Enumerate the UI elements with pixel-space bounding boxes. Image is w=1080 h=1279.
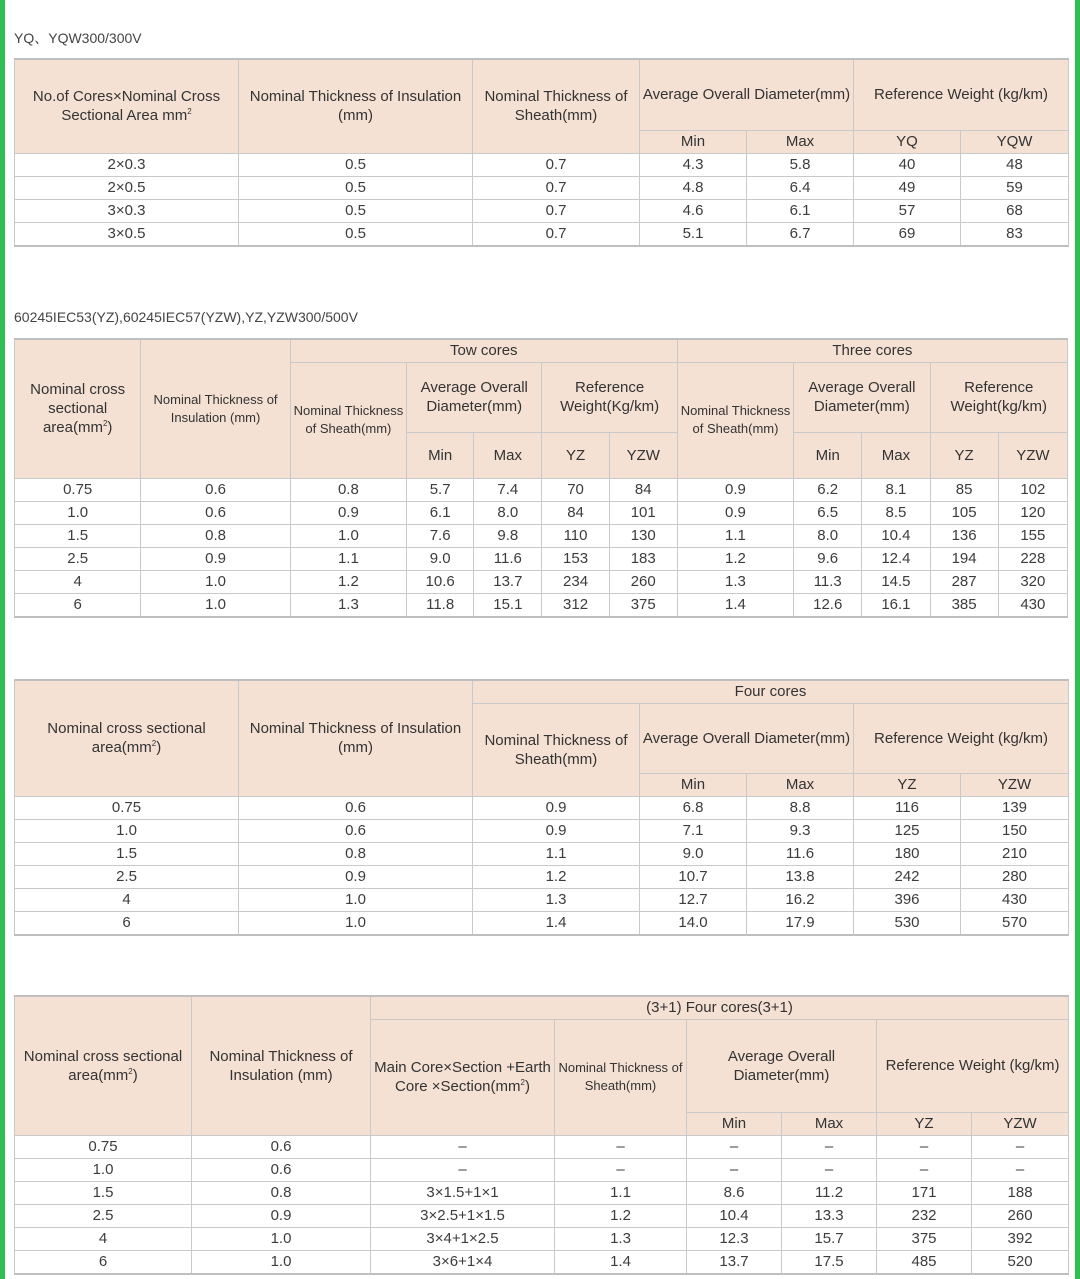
- t1-header-max: Max: [747, 130, 854, 153]
- table-cell: 13.8: [747, 865, 854, 888]
- table-cell: 12.6: [794, 593, 862, 617]
- table-row: [15, 222, 1069, 246]
- table-cell: 6.7: [747, 222, 854, 246]
- table-cell: 1.1: [473, 842, 640, 865]
- t1-header-yq: YQ: [854, 130, 961, 153]
- t4-header-yzw: YZW: [972, 1112, 1069, 1135]
- table-cell: 6.4: [747, 176, 854, 199]
- table-cell: 1.0: [290, 524, 406, 547]
- table-cell: 0.7: [473, 153, 640, 176]
- table4-three-plus-one-cores: [14, 995, 1069, 1275]
- table-cell: 11.2: [782, 1181, 877, 1204]
- table-cell: 8.0: [474, 501, 542, 524]
- t1-header-yqw: YQW: [961, 130, 1069, 153]
- table2-two-three-cores: [14, 338, 1068, 618]
- table-cell: –: [555, 1135, 687, 1158]
- table-cell: 14.5: [862, 570, 930, 593]
- table-cell: 392: [972, 1227, 1069, 1250]
- table-cell: 15.7: [782, 1227, 877, 1250]
- table-cell: 171: [877, 1181, 972, 1204]
- t2-header-area: Nominal cross sectional $area(mm^2)$: [15, 339, 141, 478]
- table-cell: 0.9: [473, 819, 640, 842]
- table-cell: 13.3: [782, 1204, 877, 1227]
- right-accent-border: [1075, 0, 1080, 1279]
- table-cell: 234: [542, 570, 609, 593]
- t1-header-cores: No.of Cores×Nominal Cross Sectional Area $mm^2$: [15, 59, 239, 153]
- table-row: [15, 570, 1068, 593]
- table-cell: 8.6: [687, 1181, 782, 1204]
- t3-header-insulation: Nominal Thickness of Insulation (mm): [239, 680, 473, 796]
- table-cell: 9.0: [640, 842, 747, 865]
- table-cell: 6.1: [747, 199, 854, 222]
- t4-header-sheath: Nominal Thickness of Sheath(mm): [555, 1019, 687, 1135]
- t2-header-yzw-two: YZW: [609, 432, 677, 478]
- table-cell: 9.0: [407, 547, 474, 570]
- t2-body: [15, 478, 1068, 617]
- table-cell: 125: [854, 819, 961, 842]
- table-cell: 1.2: [677, 547, 793, 570]
- table-cell: 4: [15, 570, 141, 593]
- table-cell: 2×0.5: [15, 176, 239, 199]
- t2-header-weight-two: Reference Weight(Kg/km): [542, 362, 677, 432]
- t2-header-insulation: Nominal Thickness of Insulation (mm): [141, 339, 290, 478]
- table-cell: 385: [930, 593, 998, 617]
- table-row: [15, 501, 1068, 524]
- table-cell: 10.4: [687, 1204, 782, 1227]
- table-cell: 8.8: [747, 796, 854, 819]
- t3-header-max: Max: [747, 773, 854, 796]
- table-cell: 180: [854, 842, 961, 865]
- table-cell: 396: [854, 888, 961, 911]
- table-cell: 1.4: [473, 911, 640, 935]
- table-cell: 6: [15, 911, 239, 935]
- table-cell: 0.6: [192, 1158, 371, 1181]
- table-cell: 4.6: [640, 199, 747, 222]
- table-row: [15, 888, 1069, 911]
- t4-body: [15, 1135, 1069, 1274]
- table-cell: 6: [15, 593, 141, 617]
- table-cell: 1.0: [239, 888, 473, 911]
- table-cell: 232: [877, 1204, 972, 1227]
- table-cell: 4: [15, 888, 239, 911]
- table-cell: 287: [930, 570, 998, 593]
- table-cell: 12.4: [862, 547, 930, 570]
- table-cell: 40: [854, 153, 961, 176]
- table-cell: 3×6+1×4: [371, 1250, 555, 1274]
- t2-header-max-three: Max: [862, 432, 930, 478]
- table-cell: 9.3: [747, 819, 854, 842]
- table-cell: 183: [609, 547, 677, 570]
- table-cell: 59: [961, 176, 1069, 199]
- table-cell: 0.5: [239, 222, 473, 246]
- table-cell: 0.9: [290, 501, 406, 524]
- table-row: [15, 911, 1069, 935]
- table-cell: 150: [961, 819, 1069, 842]
- t2-header-two-cores: Tow cores: [290, 339, 677, 362]
- table-cell: 485: [877, 1250, 972, 1274]
- t3-header-area: Nominal cross sectional $area(mm^2)$: [15, 680, 239, 796]
- table-cell: 11.3: [794, 570, 862, 593]
- t1-header-diameter: Average Overall Diameter(mm): [640, 59, 854, 130]
- table-cell: 83: [961, 222, 1069, 246]
- table-cell: 0.75: [15, 478, 141, 501]
- table-cell: 1.0: [192, 1227, 371, 1250]
- table-cell: 0.9: [677, 478, 793, 501]
- table-row: [15, 593, 1068, 617]
- table-cell: 0.9: [141, 547, 290, 570]
- table-cell: –: [782, 1135, 877, 1158]
- table-cell: 120: [998, 501, 1067, 524]
- table-row: [15, 199, 1069, 222]
- table-row: [15, 1250, 1069, 1274]
- table-cell: 1.1: [555, 1181, 687, 1204]
- t3-body: [15, 796, 1069, 935]
- table-cell: 7.6: [407, 524, 474, 547]
- table-cell: 6.8: [640, 796, 747, 819]
- t4-header-area: Nominal cross sectional $area(mm^2)$: [15, 996, 192, 1135]
- table-cell: 3×1.5+1×1: [371, 1181, 555, 1204]
- t4-header-main-core: Main Core×Section +Earth Core $\times Section(mm^2)$: [371, 1019, 555, 1135]
- table-cell: 11.6: [474, 547, 542, 570]
- t2-header-weight-three: Reference Weight(kg/km): [930, 362, 1067, 432]
- table-cell: 12.3: [687, 1227, 782, 1250]
- t2-header-yz-two: YZ: [542, 432, 609, 478]
- table-cell: 11.6: [747, 842, 854, 865]
- table-row: [15, 478, 1068, 501]
- table-cell: 2×0.3: [15, 153, 239, 176]
- table-cell: 0.7: [473, 176, 640, 199]
- table-cell: 12.7: [640, 888, 747, 911]
- t1-header-sheath: Nominal Thickness of Sheath(mm): [473, 59, 640, 153]
- table1-yq-yqw: [14, 58, 1069, 247]
- table-cell: 1.1: [290, 547, 406, 570]
- table-row: [15, 1135, 1069, 1158]
- table-cell: 9.8: [474, 524, 542, 547]
- table-cell: 242: [854, 865, 961, 888]
- table-cell: 8.1: [862, 478, 930, 501]
- table-cell: 9.6: [794, 547, 862, 570]
- table-cell: 1.3: [473, 888, 640, 911]
- table-cell: 101: [609, 501, 677, 524]
- table-cell: 0.8: [290, 478, 406, 501]
- table-cell: 4.8: [640, 176, 747, 199]
- table-cell: –: [687, 1135, 782, 1158]
- table-cell: 153: [542, 547, 609, 570]
- t1-header-insulation: Nominal Thickness of Insulation (mm): [239, 59, 473, 153]
- table-cell: 102: [998, 478, 1067, 501]
- table-cell: 5.1: [640, 222, 747, 246]
- table-cell: 320: [998, 570, 1067, 593]
- table-cell: 3×0.5: [15, 222, 239, 246]
- table-cell: 375: [609, 593, 677, 617]
- table-cell: 1.5: [15, 842, 239, 865]
- table3-four-cores: [14, 679, 1069, 936]
- table-cell: 0.5: [239, 199, 473, 222]
- t3-header-diameter: Average Overall Diameter(mm): [640, 703, 854, 773]
- table-cell: 68: [961, 199, 1069, 222]
- table-cell: 0.6: [141, 501, 290, 524]
- table-cell: 2.5: [15, 1204, 192, 1227]
- table-cell: 85: [930, 478, 998, 501]
- table1-title: YQ、YQW300/300V: [14, 30, 142, 46]
- table-cell: 4: [15, 1227, 192, 1250]
- table-cell: 5.8: [747, 153, 854, 176]
- table-cell: 139: [961, 796, 1069, 819]
- table-cell: 260: [972, 1204, 1069, 1227]
- table-cell: 16.2: [747, 888, 854, 911]
- table-cell: 84: [609, 478, 677, 501]
- table-cell: –: [782, 1158, 877, 1181]
- table-cell: 49: [854, 176, 961, 199]
- table-cell: 0.7: [473, 199, 640, 222]
- table-cell: 1.0: [15, 819, 239, 842]
- table-cell: –: [371, 1135, 555, 1158]
- table-cell: 6: [15, 1250, 192, 1274]
- table-cell: 228: [998, 547, 1067, 570]
- table-cell: 70: [542, 478, 609, 501]
- table-cell: 1.4: [677, 593, 793, 617]
- t3-header-sheath: Nominal Thickness of Sheath(mm): [473, 703, 640, 796]
- table-cell: 69: [854, 222, 961, 246]
- table-cell: 10.4: [862, 524, 930, 547]
- table-cell: 10.6: [407, 570, 474, 593]
- table-cell: 5.7: [407, 478, 474, 501]
- table-cell: 2.5: [15, 865, 239, 888]
- table-cell: 0.9: [192, 1204, 371, 1227]
- table-cell: 8.0: [794, 524, 862, 547]
- table-cell: 14.0: [640, 911, 747, 935]
- table-cell: 6.2: [794, 478, 862, 501]
- table-cell: 210: [961, 842, 1069, 865]
- t2-header-yzw-three: YZW: [998, 432, 1067, 478]
- table-cell: 1.3: [555, 1227, 687, 1250]
- table-row: [15, 1227, 1069, 1250]
- table-row: [15, 1181, 1069, 1204]
- table-cell: 130: [609, 524, 677, 547]
- table-cell: 1.0: [239, 911, 473, 935]
- t4-header-insulation: Nominal Thickness of Insulation (mm): [192, 996, 371, 1135]
- t2-header-max-two: Max: [474, 432, 542, 478]
- table-cell: 570: [961, 911, 1069, 935]
- t3-header-weight: Reference Weight (kg/km): [854, 703, 1069, 773]
- t4-header-diameter: Average Overall Diameter(mm): [687, 1019, 877, 1112]
- table-cell: 1.3: [677, 570, 793, 593]
- table-cell: 0.75: [15, 1135, 192, 1158]
- table-cell: 188: [972, 1181, 1069, 1204]
- table-cell: 280: [961, 865, 1069, 888]
- table-row: [15, 1204, 1069, 1227]
- table-cell: –: [371, 1158, 555, 1181]
- table-cell: 1.0: [141, 570, 290, 593]
- table-cell: 13.7: [687, 1250, 782, 1274]
- t4-header-weight: Reference Weight (kg/km): [877, 1019, 1069, 1112]
- table-cell: 136: [930, 524, 998, 547]
- table-cell: 1.5: [15, 524, 141, 547]
- t2-header-sheath-three: Nominal Thickness of Sheath(mm): [677, 362, 793, 478]
- t2-header-sheath-two: Nominal Thickness of Sheath(mm): [290, 362, 406, 478]
- table-cell: –: [877, 1158, 972, 1181]
- table-row: [15, 153, 1069, 176]
- table-cell: 1.2: [473, 865, 640, 888]
- table-row: [15, 176, 1069, 199]
- t4-header-max: Max: [782, 1112, 877, 1135]
- table-cell: 1.2: [290, 570, 406, 593]
- table-cell: –: [877, 1135, 972, 1158]
- table-cell: 520: [972, 1250, 1069, 1274]
- table-cell: 116: [854, 796, 961, 819]
- table-cell: 1.0: [141, 593, 290, 617]
- t3-header-min: Min: [640, 773, 747, 796]
- table-row: [15, 547, 1068, 570]
- table-cell: 0.9: [677, 501, 793, 524]
- table-cell: 7.4: [474, 478, 542, 501]
- table-cell: 0.8: [239, 842, 473, 865]
- table-cell: 0.6: [239, 819, 473, 842]
- table-cell: 530: [854, 911, 961, 935]
- table-row: [15, 865, 1069, 888]
- table-cell: 1.0: [15, 501, 141, 524]
- table-cell: 0.6: [192, 1135, 371, 1158]
- t3-header-yzw: YZW: [961, 773, 1069, 796]
- table-cell: –: [972, 1135, 1069, 1158]
- table-cell: 194: [930, 547, 998, 570]
- table-cell: 430: [961, 888, 1069, 911]
- table-cell: 3×4+1×2.5: [371, 1227, 555, 1250]
- table-cell: 0.8: [192, 1181, 371, 1204]
- t2-header-three-cores: Three cores: [677, 339, 1067, 362]
- t1-header-weight: Reference Weight (kg/km): [854, 59, 1069, 130]
- table-cell: 155: [998, 524, 1067, 547]
- table-cell: 1.3: [290, 593, 406, 617]
- table-cell: 8.5: [862, 501, 930, 524]
- t2-header-diameter-three: Average Overall Diameter(mm): [794, 362, 930, 432]
- t1-header-min: Min: [640, 130, 747, 153]
- table-cell: 7.1: [640, 819, 747, 842]
- table-row: [15, 796, 1069, 819]
- t3-header-four-cores: Four cores: [473, 680, 1069, 703]
- table-cell: 10.7: [640, 865, 747, 888]
- table-cell: 375: [877, 1227, 972, 1250]
- table-cell: 11.8: [407, 593, 474, 617]
- table-cell: 110: [542, 524, 609, 547]
- t4-header-four-cores: (3+1) Four cores(3+1): [371, 996, 1069, 1019]
- t2-header-min-two: Min: [407, 432, 474, 478]
- table-cell: 0.75: [15, 796, 239, 819]
- table-cell: 17.5: [782, 1250, 877, 1274]
- table-cell: 0.5: [239, 153, 473, 176]
- table-cell: 6.1: [407, 501, 474, 524]
- table-cell: 312: [542, 593, 609, 617]
- table2-title: 60245IEC53(YZ),60245IEC57(YZW),YZ,YZW300/500V: [14, 309, 358, 325]
- t2-header-yz-three: YZ: [930, 432, 998, 478]
- table-cell: 0.9: [239, 865, 473, 888]
- table-cell: 1.1: [677, 524, 793, 547]
- table-cell: 48: [961, 153, 1069, 176]
- left-accent-border: [0, 0, 5, 1279]
- table-row: [15, 524, 1068, 547]
- table-cell: 15.1: [474, 593, 542, 617]
- table-cell: 17.9: [747, 911, 854, 935]
- table-cell: 13.7: [474, 570, 542, 593]
- t2-header-diameter-two: Average Overall Diameter(mm): [407, 362, 542, 432]
- table-cell: 1.5: [15, 1181, 192, 1204]
- table-cell: 0.6: [239, 796, 473, 819]
- t3-header-yz: YZ: [854, 773, 961, 796]
- table-cell: –: [687, 1158, 782, 1181]
- table-cell: 1.0: [192, 1250, 371, 1274]
- t4-header-yz: YZ: [877, 1112, 972, 1135]
- table-cell: 0.9: [473, 796, 640, 819]
- table-cell: 105: [930, 501, 998, 524]
- table-cell: 6.5: [794, 501, 862, 524]
- table-cell: 57: [854, 199, 961, 222]
- table-cell: 260: [609, 570, 677, 593]
- table-row: [15, 819, 1069, 842]
- table-cell: 4.3: [640, 153, 747, 176]
- table-cell: 1.2: [555, 1204, 687, 1227]
- table-cell: 3×0.3: [15, 199, 239, 222]
- table-cell: 0.8: [141, 524, 290, 547]
- table-cell: 0.5: [239, 176, 473, 199]
- table-cell: 16.1: [862, 593, 930, 617]
- table-cell: 0.6: [141, 478, 290, 501]
- table-row: [15, 842, 1069, 865]
- table-cell: 1.0: [15, 1158, 192, 1181]
- t4-header-min: Min: [687, 1112, 782, 1135]
- table-cell: 430: [998, 593, 1067, 617]
- table-cell: 84: [542, 501, 609, 524]
- t2-header-min-three: Min: [794, 432, 862, 478]
- table-cell: –: [555, 1158, 687, 1181]
- table-row: [15, 1158, 1069, 1181]
- table-cell: 3×2.5+1×1.5: [371, 1204, 555, 1227]
- table-cell: –: [972, 1158, 1069, 1181]
- table-cell: 1.4: [555, 1250, 687, 1274]
- table-cell: 0.7: [473, 222, 640, 246]
- table-cell: 2.5: [15, 547, 141, 570]
- t1-body: [15, 153, 1069, 246]
